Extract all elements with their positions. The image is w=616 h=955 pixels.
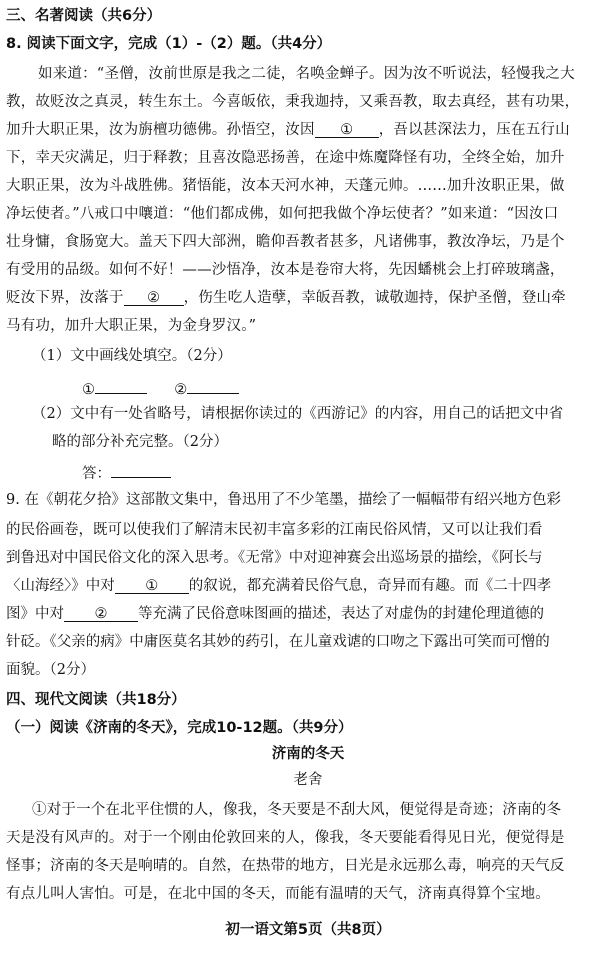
passage-blank-2: ② bbox=[124, 288, 184, 306]
passage-line-3 bbox=[6, 120, 570, 140]
section4-part1-title: （一）阅读《济南的冬天》，完成10-12题。（共9分） bbox=[6, 720, 353, 736]
answer-input-line[interactable] bbox=[111, 460, 171, 478]
question-9-line-5 bbox=[6, 604, 544, 624]
answer-blank-1-line[interactable] bbox=[95, 376, 147, 394]
q9-line-4-start: 〈山海经〉》中对 bbox=[6, 578, 115, 594]
question-9-line-4 bbox=[6, 576, 551, 596]
section4-title: 四、现代文阅读（共18分） bbox=[6, 692, 186, 708]
answer-label: 答： bbox=[82, 466, 111, 482]
q9-blank-2[interactable]: ② bbox=[64, 604, 138, 622]
article-para-1-line-4: 有点儿叫人害怕。可是，在北中国的冬天，而能有温晴的天气，济南真得算个宝地。 bbox=[6, 886, 550, 902]
q9-line-5-end: 等充满了民俗意味图画的描述，表达了对虚伪的封建伦理道德的 bbox=[138, 606, 544, 622]
answer-blank-1-number: ① bbox=[82, 382, 95, 398]
question-8-sub-1: （1）文中画线处填空。（2分） bbox=[32, 348, 232, 364]
passage-line-8: 有受用的品级。如何不好！——沙悟净，汝本是卷帘大将，先因蟠桃会上打碎玻璃盏， bbox=[6, 262, 565, 278]
page-footer: 初一语文第5页（共8页） bbox=[225, 922, 391, 938]
q9-blank-1[interactable]: ① bbox=[115, 576, 189, 594]
passage-line-3-end: ，吾以甚深法力，压在五行山 bbox=[378, 122, 570, 138]
passage-line-2: 教，故贬汝之真灵，转生东土。今喜皈依，秉我迦持，又乘吾教，取去真经，甚有功果， bbox=[6, 94, 580, 110]
article-para-1-line-3: 怪事；济南的冬天是响晴的。自然，在热带的地方，日光是永远那么毒，响亮的天气反 bbox=[6, 858, 565, 874]
answer-blank-2-number: ② bbox=[174, 382, 188, 398]
question-9-line-3: 到鲁迅对中国民俗文化的深入思考。《无常》中对迎神赛会出巡场景的描绘，《阿长与 bbox=[6, 550, 543, 566]
question-9-line-2: 的民俗画卷，既可以使我们了解清末民初丰富多彩的江南民俗风情，又可以让我们看 bbox=[6, 522, 543, 538]
q9-line-5-start: 图》中对 bbox=[6, 606, 64, 622]
passage-line-6: 净坛使者。”八戒口中嚷道：“他们都成佛，如何把我做个净坛使者？”如来道：“因汝口 bbox=[6, 206, 559, 222]
question-9-line-7: 面貌。（2分） bbox=[6, 662, 95, 678]
passage-line-1: 如来道：“圣僧，汝前世原是我之二徒，名唤金蝉子。因为汝不听说法，轻慢我之大 bbox=[38, 66, 575, 82]
passage-line-5: 大职正果，汝为斗战胜佛。猪悟能，汝本天河水神，天蓬元帅。……加升汝职正果，做 bbox=[6, 178, 565, 194]
passage-blank-1: ① bbox=[315, 120, 379, 138]
answer-blank-2-line[interactable] bbox=[187, 376, 239, 394]
passage-line-7: 壮身慵，食肠宽大。盖天下四大部洲，瞻仰吾教者甚多，凡诸佛事，教汝净坛，乃是个 bbox=[6, 234, 565, 250]
q9-line-4-end: 的叙说，都充满着民俗气息，奇异而有趣。而《二十四孝 bbox=[188, 578, 552, 594]
question-9-line-1: 9. 在《朝花夕拾》这部散文集中，鲁迅用了不少笔墨，描绘了一幅幅带有绍兴地方色彩 bbox=[6, 492, 561, 508]
passage-line-9-end: ，伤生吃人造孽，幸皈吾教，诚敬迦持，保护圣僧，登山牵 bbox=[183, 290, 566, 306]
question-8-sub-2-line-1: （2）文中有一处省略号，请根据你读过的《西游记》的内容，用自己的话把文中省 bbox=[32, 406, 564, 422]
answer-blanks-8-1 bbox=[82, 376, 239, 400]
article-para-1-line-2: 天是没有风声的。对于一个刚由伦敦回来的人，像我，冬天要能看得见日光，便觉得是 bbox=[6, 830, 565, 846]
question-9-line-6: 针砭。《父亲的病》中庸医莫名其妙的药引，在儿童戏谑的口吻之下露出可笑而可憎的 bbox=[6, 634, 550, 650]
passage-line-3-start: 加升大职正果，汝为旃檀功德佛。孙悟空，汝因 bbox=[6, 122, 315, 138]
section3-title: 三、名著阅读（共6分） bbox=[6, 8, 162, 24]
passage-line-4: 下，幸天灾满足，归于释教；且喜汝隐恶扬善，在途中炼魔降怪有功，全终全始，加升 bbox=[6, 150, 565, 166]
passage-line-9 bbox=[6, 288, 566, 308]
article-para-1-line-1: ①对于一个在北平住惯的人，像我，冬天要是不刮大风，便觉得是奇迹；济南的冬 bbox=[32, 802, 562, 818]
passage-line-9-start: 贬汝下界，汝落于 bbox=[6, 290, 124, 306]
passage-line-10: 马有功，加升大职正果，为金身罗汉。” bbox=[6, 318, 257, 334]
article-author: 老舍 bbox=[293, 772, 323, 788]
article-title: 济南的冬天 bbox=[271, 746, 345, 762]
question-8-stem: 8. 阅读下面文字，完成（1）-（2）题。（共4分） bbox=[6, 36, 332, 52]
answer-line-8-2 bbox=[82, 460, 171, 484]
question-8-sub-2-line-2: 略的部分补充完整。（2分） bbox=[52, 434, 228, 450]
